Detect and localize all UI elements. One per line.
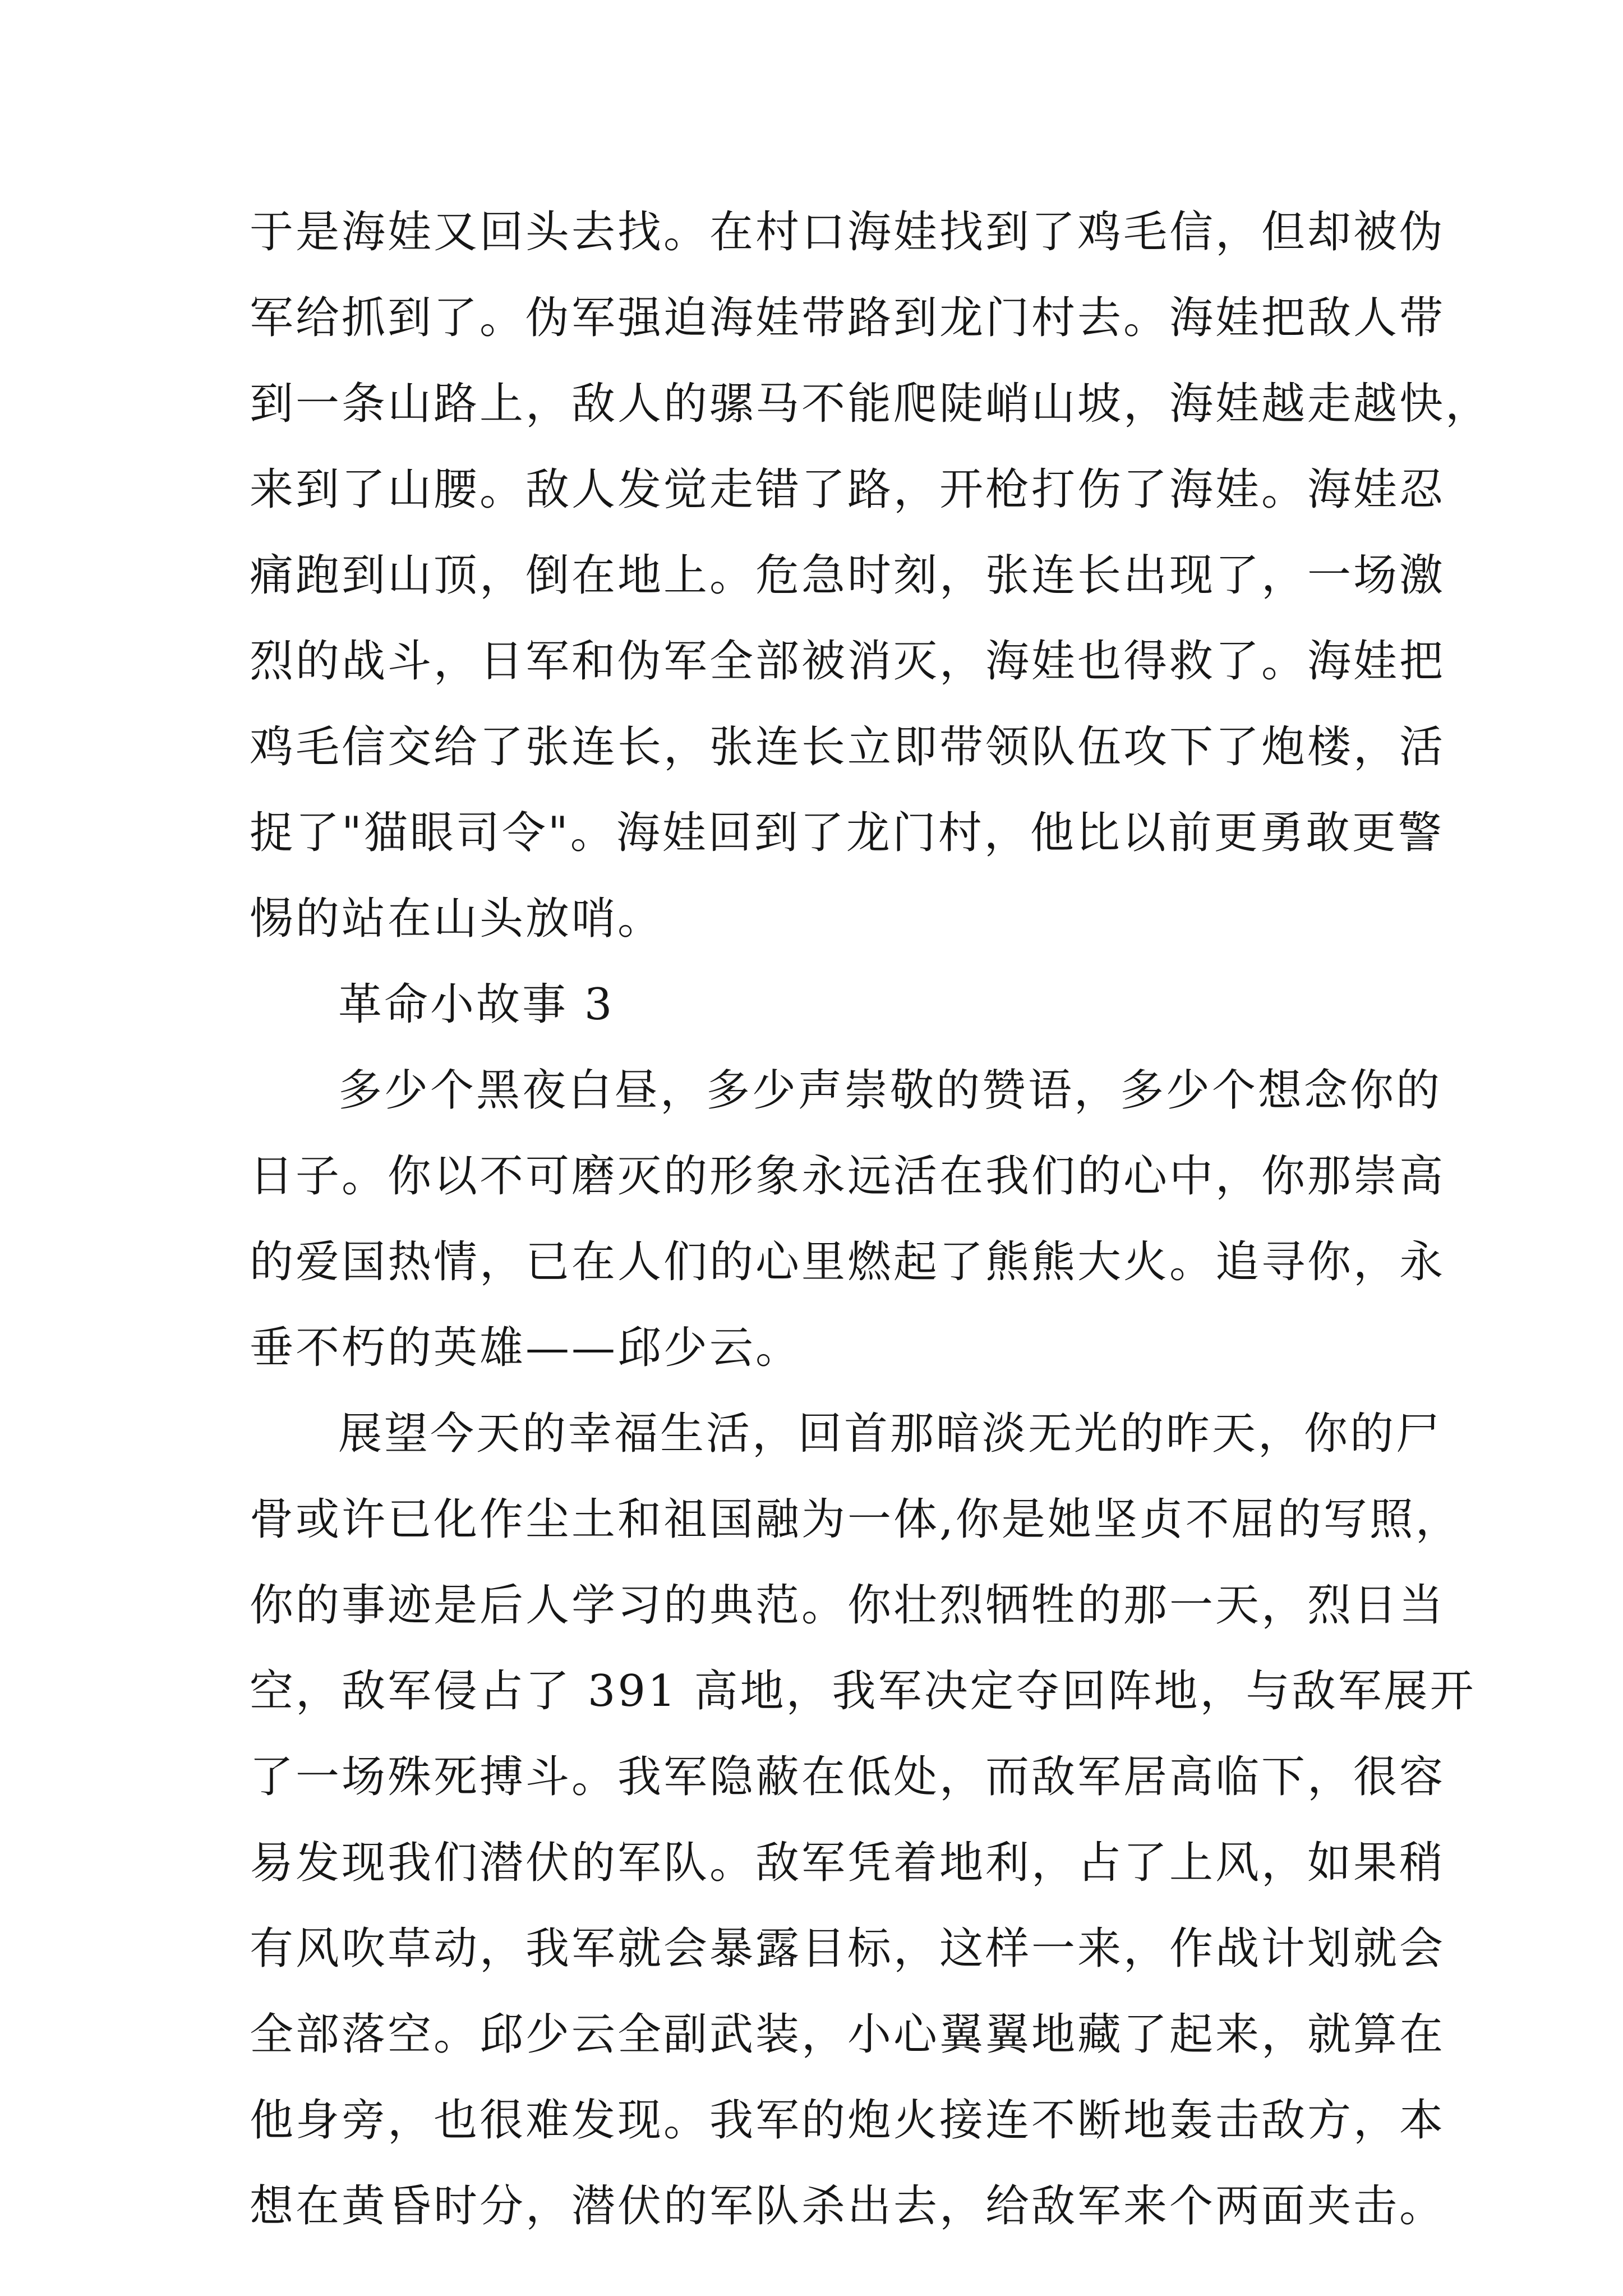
text-line: 鸡毛信交给了张连长，张连长立即带领队伍攻下了炮楼，活 bbox=[250, 722, 1446, 772]
text-line: 的爱国热情，已在人们的心里燃起了熊熊大火。追寻你，永 bbox=[250, 1237, 1446, 1287]
text-line: 于是海娃又回头去找。在村口海娃找到了鸡毛信，但却被伪 bbox=[250, 207, 1446, 257]
text-line: 日子。你以不可磨灭的形象永远活在我们的心中，你那崇高 bbox=[250, 1151, 1446, 1202]
text-line: 军给抓到了。伪军强迫海娃带路到龙门村去。海娃把敌人带 bbox=[250, 293, 1446, 343]
text-line: 捉了"猫眼司令"。海娃回到了龙门村，他比以前更勇敢更警 bbox=[250, 808, 1444, 858]
paragraph-3 bbox=[250, 1391, 1476, 2249]
text-line: 骨或许已化作尘土和祖国融为一体,你是她坚贞不屈的写照， bbox=[250, 1494, 1461, 1545]
text-line: 来到了山腰。敌人发觉走错了路，开枪打伤了海娃。海娃忍 bbox=[250, 464, 1446, 515]
text-line: 想在黄昏时分，潜伏的军队杀出去，给敌军来个两面夹击。 bbox=[250, 2181, 1446, 2231]
section-title: 革命小故事 3 bbox=[338, 979, 615, 1030]
text-line: 惕的站在山头放哨。 bbox=[250, 894, 664, 944]
text-line: 空，敌军侵占了 391 高地，我军决定夺回阵地，与敌军展开 bbox=[250, 1666, 1476, 1717]
text-line: 你的事迹是后人学习的典范。你壮烈牺牲的那一天，烈日当 bbox=[250, 1580, 1446, 1631]
text-line: 烈的战斗，日军和伪军全部被消灭，海娃也得救了。海娃把 bbox=[250, 636, 1446, 687]
text-line: 垂不朽的英雄——邱少云。 bbox=[250, 1323, 802, 1373]
text-line: 多少个黑夜白昼，多少声崇敬的赞语，多少个想念你的 bbox=[338, 1065, 1442, 1116]
text-line: 痛跑到山顶，倒在地上。危急时刻，张连长出现了，一场激 bbox=[250, 550, 1446, 601]
text-line: 展望今天的幸福生活，回首那暗淡无光的昨天，你的尸 bbox=[338, 1409, 1442, 1459]
text-line: 到一条山路上，敌人的骡马不能爬陡峭山坡，海娃越走越快， bbox=[250, 379, 1492, 429]
text-line: 全部落空。邱少云全副武装，小心翼翼地藏了起来，就算在 bbox=[250, 2009, 1446, 2060]
document-body bbox=[250, 190, 1492, 2249]
text-line: 有风吹草动，我军就会暴露目标，这样一来，作战计划就会 bbox=[250, 1924, 1446, 1974]
text-line: 了一场殊死搏斗。我军隐蔽在低处，而敌军居高临下，很容 bbox=[250, 1752, 1446, 1802]
paragraph-2 bbox=[250, 1048, 1446, 1391]
text-line: 他身旁，也很难发现。我军的炮火接连不断地轰击敌方，本 bbox=[250, 2095, 1446, 2146]
text-line: 易发现我们潜伏的军队。敌军凭着地利，占了上风，如果稍 bbox=[250, 1838, 1446, 1888]
paragraph-1 bbox=[250, 190, 1492, 962]
